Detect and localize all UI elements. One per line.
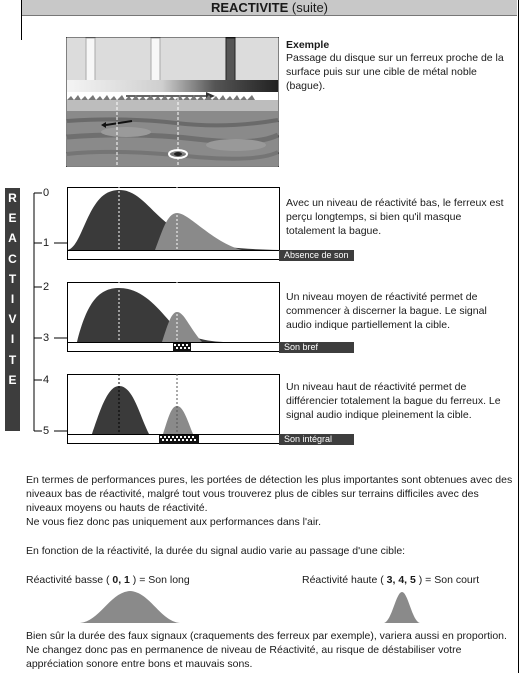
letter-a: A bbox=[8, 231, 17, 246]
long-sound-curve bbox=[80, 588, 180, 624]
tick-1: 1 bbox=[43, 237, 50, 249]
panel-low-text: Avec un niveau de réactivité bas, le ferreux est perçu longtemps, si bien qu'il masque totalement la bague. bbox=[286, 197, 504, 237]
panel-medium-text: Un niveau moyen de réactivité permet de commencer à discerner la bague. Le signal audio indique partiellement la cible. bbox=[286, 291, 487, 331]
example-text: Passage du disque sur un ferreux proche de la surface puis sur une cible de métal noble (bague). bbox=[286, 52, 504, 92]
tick-5: 5 bbox=[43, 425, 50, 437]
low-prefix: Réactivité basse ( bbox=[26, 574, 113, 586]
letter-r: R bbox=[8, 191, 17, 205]
tick-2: 2 bbox=[43, 281, 50, 293]
high-suffix: ) = Son court bbox=[415, 574, 480, 586]
tick-3: 3 bbox=[43, 332, 50, 344]
paragraph-performance bbox=[26, 473, 514, 529]
paragraph-duration: En fonction de la réactivité, la durée du signal audio varie au passage d'une cible: bbox=[26, 545, 406, 557]
high-reactivity-label bbox=[302, 573, 479, 587]
low-reactivity-label bbox=[26, 573, 190, 587]
tick-0: 0 bbox=[43, 187, 50, 199]
letter-e2: E bbox=[8, 372, 17, 387]
letter-i2: I bbox=[10, 332, 15, 347]
high-prefix: Réactivité haute ( bbox=[302, 574, 387, 586]
letter-e: E bbox=[8, 211, 17, 226]
letter-t2: T bbox=[8, 352, 17, 367]
page-header bbox=[22, 0, 517, 16]
short-sound-curve bbox=[384, 590, 420, 624]
signal-graph-high bbox=[67, 374, 280, 446]
reactivity-letter-column bbox=[5, 188, 20, 431]
low-suffix: ) = Son long bbox=[129, 574, 190, 586]
letter-t: T bbox=[8, 271, 17, 286]
signal-graph-low bbox=[67, 187, 280, 261]
panel-high-text: Un niveau haut de réactivité permet de différencier totalement la bague du ferreux. Le signal audio indique pleinement la cible. bbox=[286, 381, 501, 421]
label-son-integral: Son intégral bbox=[279, 434, 354, 445]
paragraph-performance-text: En termes de performances pures, les portées de détection les plus importantes sont obtenues avec des niveaux bas de réactivité, malgré tout vous trouverez plus de cibles sur terrains difficiles avec des niveaux moyens ou hauts de réactivité. bbox=[26, 474, 513, 514]
paragraph-false-signals: Bien sûr la durée des faux signaux (craquements des ferreux par exemple), variera aussi en proportion. Ne changez donc pas en permanence de niveau de Réactivité, au risque de déstabiliser votre appréciation sonore entre bons et mauvais sons. bbox=[26, 630, 507, 670]
letter-i: I bbox=[10, 291, 15, 306]
paragraph-performance-note: Ne vous fiez donc pas uniquement aux performances dans l'air. bbox=[26, 516, 322, 528]
letter-c: C bbox=[8, 251, 17, 266]
tick-4: 4 bbox=[43, 374, 50, 386]
frame-right bbox=[518, 0, 519, 673]
low-values: 0, 1 bbox=[112, 574, 130, 586]
letter-v: V bbox=[8, 312, 17, 327]
high-values: 3, 4, 5 bbox=[386, 574, 416, 586]
label-son-bref: Son bref bbox=[279, 342, 354, 353]
detector-illustration bbox=[66, 37, 279, 167]
signal-graph-medium bbox=[67, 282, 280, 354]
header-title: REACTIVITE bbox=[210, 0, 289, 15]
label-absence-de-son: Absence de son bbox=[279, 250, 354, 261]
header-suffix: (suite) bbox=[288, 0, 329, 15]
reactivity-scale-lines bbox=[20, 188, 70, 438]
example-title: Exemple bbox=[286, 39, 330, 51]
